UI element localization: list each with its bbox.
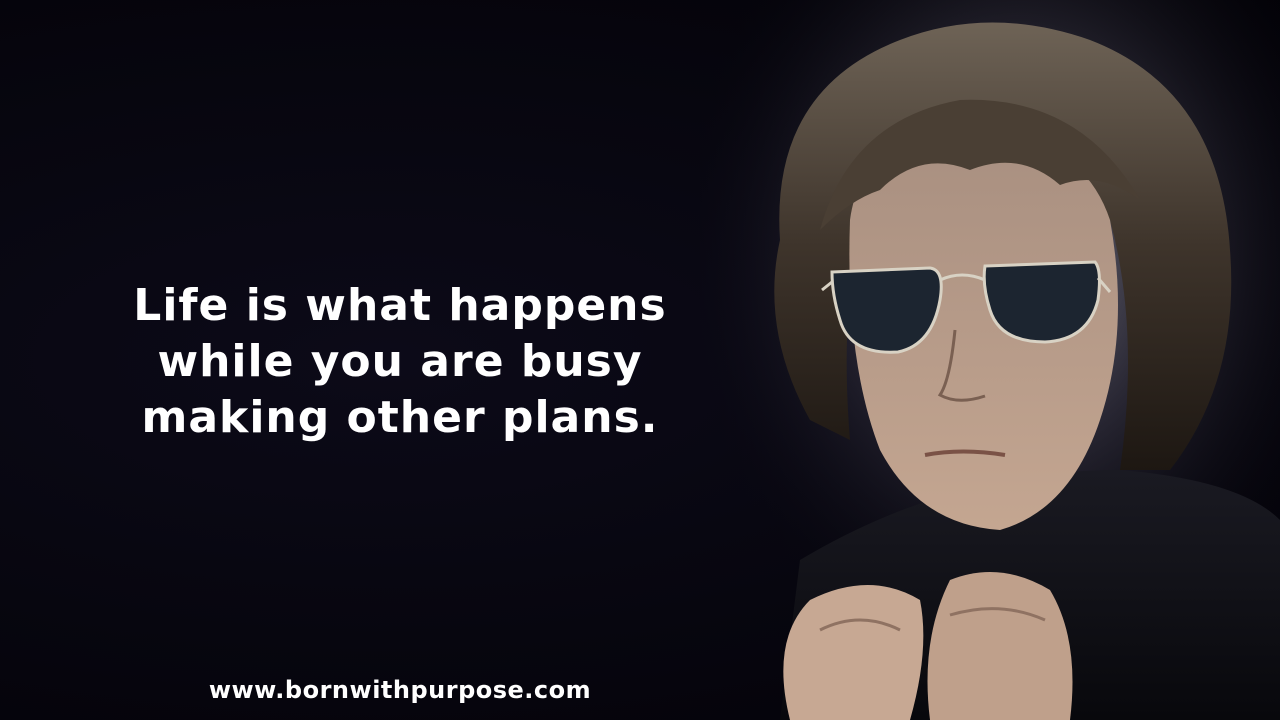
quote-text xyxy=(60,278,740,446)
website-url: www.bornwithpurpose.com xyxy=(208,676,592,704)
portrait-photo-icon xyxy=(700,0,1280,720)
quote-line: while you are busy xyxy=(157,336,643,387)
quote-line: making other plans. xyxy=(141,392,659,443)
quote-line: Life is what happens xyxy=(133,280,667,331)
right-hand xyxy=(928,572,1073,720)
